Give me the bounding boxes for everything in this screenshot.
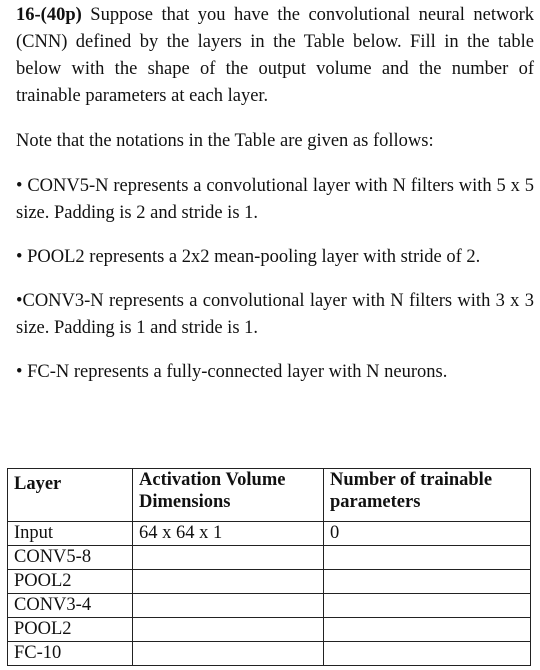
header-layer: Layer: [8, 469, 133, 522]
activation-cell[interactable]: [133, 546, 324, 570]
question-intro: [16, 2, 534, 110]
layer-cell: CONV3-4: [8, 594, 133, 618]
params-cell[interactable]: 0: [324, 522, 531, 546]
activation-cell[interactable]: [133, 618, 324, 642]
activation-cell[interactable]: [133, 594, 324, 618]
layer-cell: POOL2: [8, 570, 133, 594]
table-row: [8, 618, 531, 642]
params-cell[interactable]: [324, 618, 531, 642]
params-cell[interactable]: [324, 570, 531, 594]
table-header-row: [8, 469, 531, 522]
table-row: [8, 546, 531, 570]
header-activation: Activation Volume Dimensions: [133, 469, 324, 522]
table-row: [8, 594, 531, 618]
header-params: Number of trainable parameters: [324, 469, 531, 522]
question-page: [16, 2, 534, 386]
layer-cell: POOL2: [8, 618, 133, 642]
bullet-conv3: •CONV3-N represents a convolutional layer with N filters with 3 x 3 size. Padding is 1 and stride is 1.: [16, 291, 534, 338]
params-cell[interactable]: [324, 546, 531, 570]
bullet-conv5: • CONV5-N represents a convolutional layer with N filters with 5 x 5 size. Padding is 2 and stride is 1.: [16, 176, 534, 223]
activation-cell[interactable]: [133, 642, 324, 666]
table-row: [8, 522, 531, 546]
table-row: [8, 570, 531, 594]
question-intro-text: Suppose that you have the convolutional neural network (CNN) defined by the layers in the Table below. Fill in the table below with the shape of the output volume and the number of trainable parameters at each layer.: [16, 5, 535, 106]
activation-cell[interactable]: 64 x 64 x 1: [133, 522, 324, 546]
notation-note: Note that the notations in the Table are given as follows:: [16, 131, 434, 151]
bullet-pool2: • POOL2 represents a 2x2 mean-pooling layer with stride of 2.: [16, 247, 481, 267]
question-number: 16-(40p): [16, 5, 82, 25]
activation-cell[interactable]: [133, 570, 324, 594]
layer-cell: Input: [8, 522, 133, 546]
params-cell[interactable]: [324, 594, 531, 618]
layer-cell: CONV5-8: [8, 546, 133, 570]
layer-cell: FC-10: [8, 642, 133, 666]
table-row: [8, 642, 531, 666]
bullet-fc: • FC-N represents a fully-connected layer with N neurons.: [16, 362, 448, 382]
layer-table: [7, 468, 531, 666]
params-cell[interactable]: [324, 642, 531, 666]
